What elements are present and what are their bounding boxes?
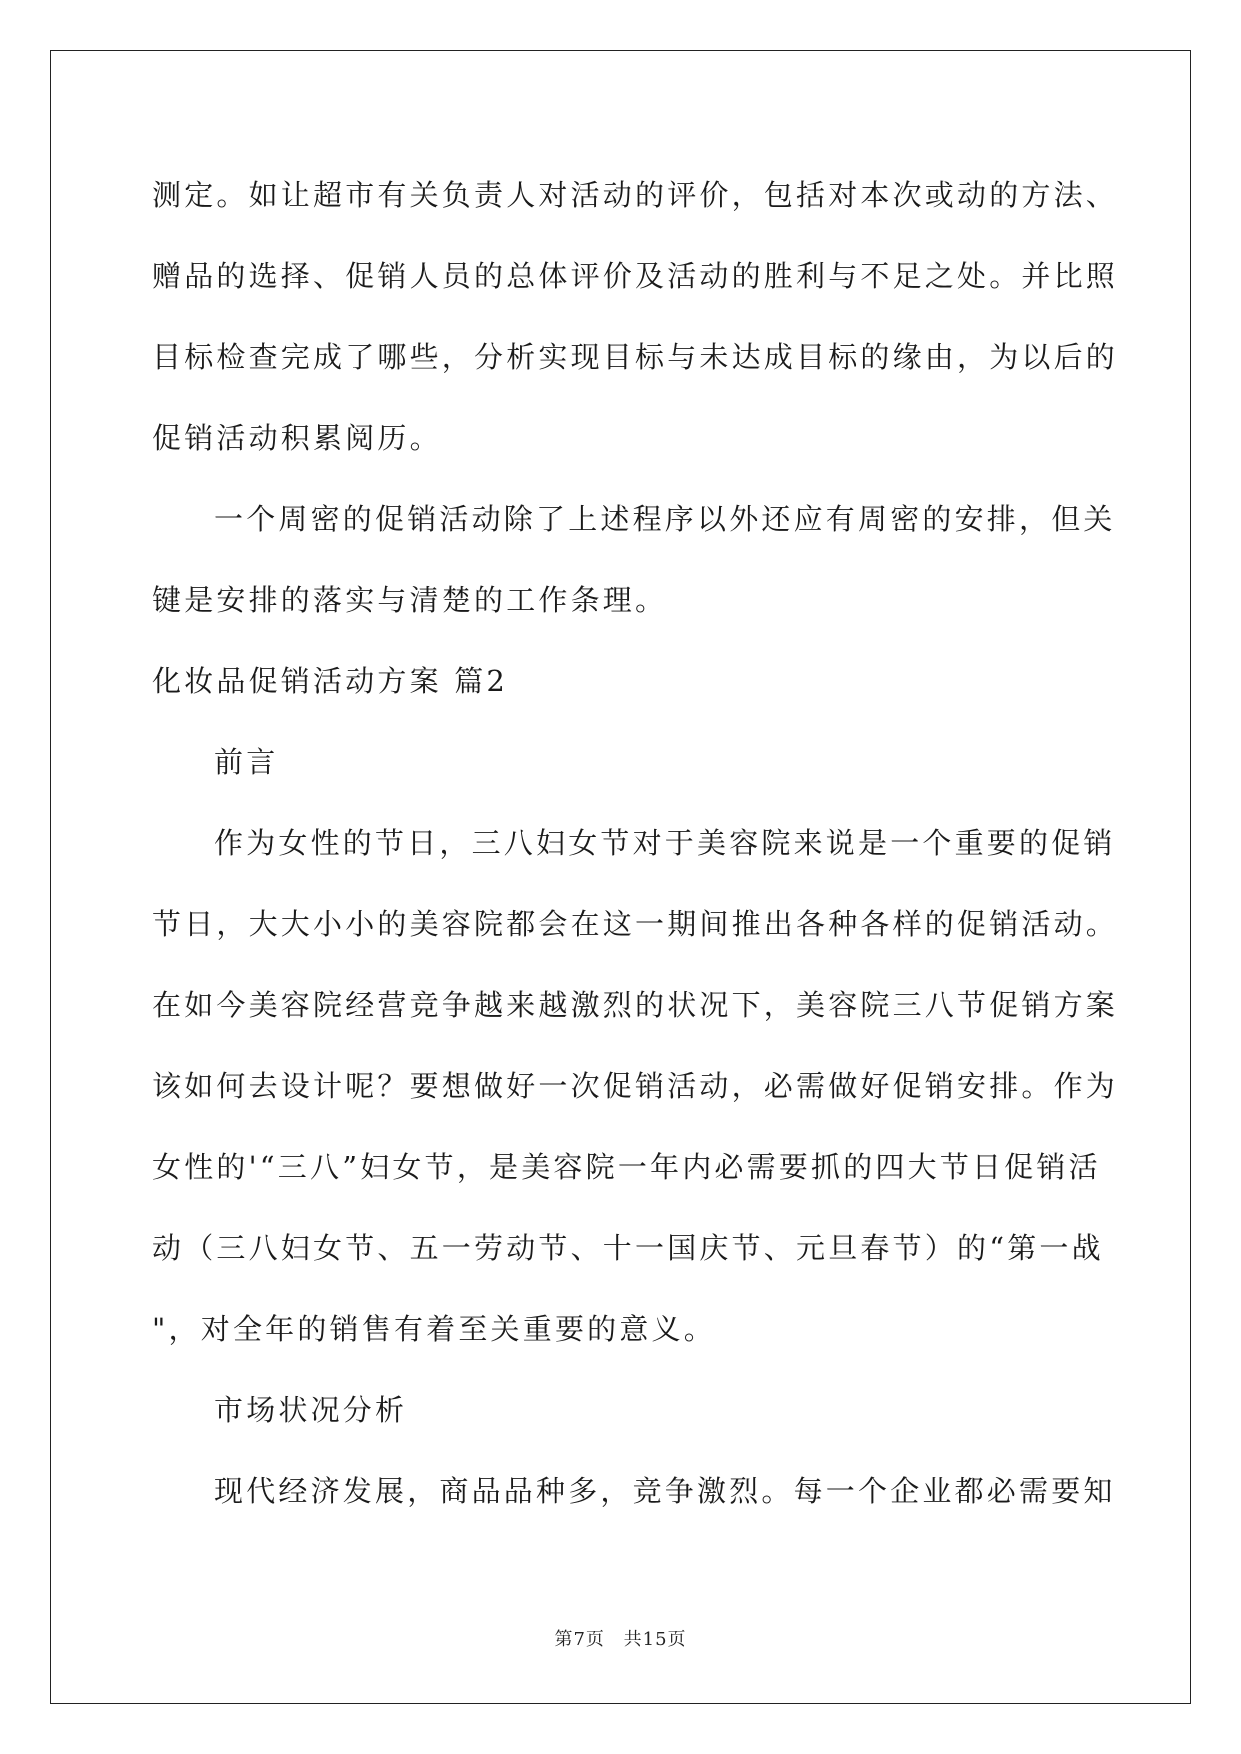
text-line: 作为女性的节日，三八妇女节对于美容院来说是一个重要的促销	[214, 826, 1116, 860]
page-number: 第7页	[554, 1629, 605, 1650]
text-line: "，对全年的销售有着至关重要的意义。	[152, 1312, 716, 1346]
text-line: 目标检查完成了哪些，分析实现目标与未达成目标的缘由，为以后的	[152, 340, 1119, 374]
subheading-preface: 前言	[214, 745, 279, 779]
page-footer	[0, 1625, 1241, 1651]
document-body	[152, 155, 1119, 1532]
text-line: 现代经济发展，商品品种多，竞争激烈。每一个企业都必需要知	[214, 1474, 1116, 1508]
page-total: 共15页	[623, 1629, 687, 1650]
text-line: 动（三八妇女节、五一劳动节、十一国庆节、元旦春节）的“第一战	[152, 1231, 1104, 1265]
text-line: 一个周密的促销活动除了上述程序以外还应有周密的安排，但关	[214, 502, 1116, 536]
text-line: 该如何去设计呢？要想做好一次促销活动，必需做好促销安排。作为	[152, 1069, 1119, 1103]
text-line: 促销活动积累阅历。	[152, 421, 442, 455]
text-line: 女性的'“三八”妇女节，是美容院一年内必需要抓的四大节日促销活	[152, 1150, 1101, 1184]
text-line: 键是安排的落实与清楚的工作条理。	[152, 583, 668, 617]
text-line: 节日，大大小小的美容院都会在这一期间推出各种各样的促销活动。	[152, 907, 1119, 941]
text-line: 在如今美容院经营竞争越来越激烈的状况下，美容院三八节促销方案	[152, 988, 1119, 1022]
text-line: 测定。如让超市有关负责人对活动的评价，包括对本次或动的方法、	[152, 178, 1119, 212]
section-heading: 化妆品促销活动方案 篇2	[152, 664, 509, 698]
text-line: 赠品的选择、促销人员的总体评价及活动的胜利与不足之处。并比照	[152, 259, 1119, 293]
subheading-market-analysis: 市场状况分析	[214, 1393, 408, 1427]
